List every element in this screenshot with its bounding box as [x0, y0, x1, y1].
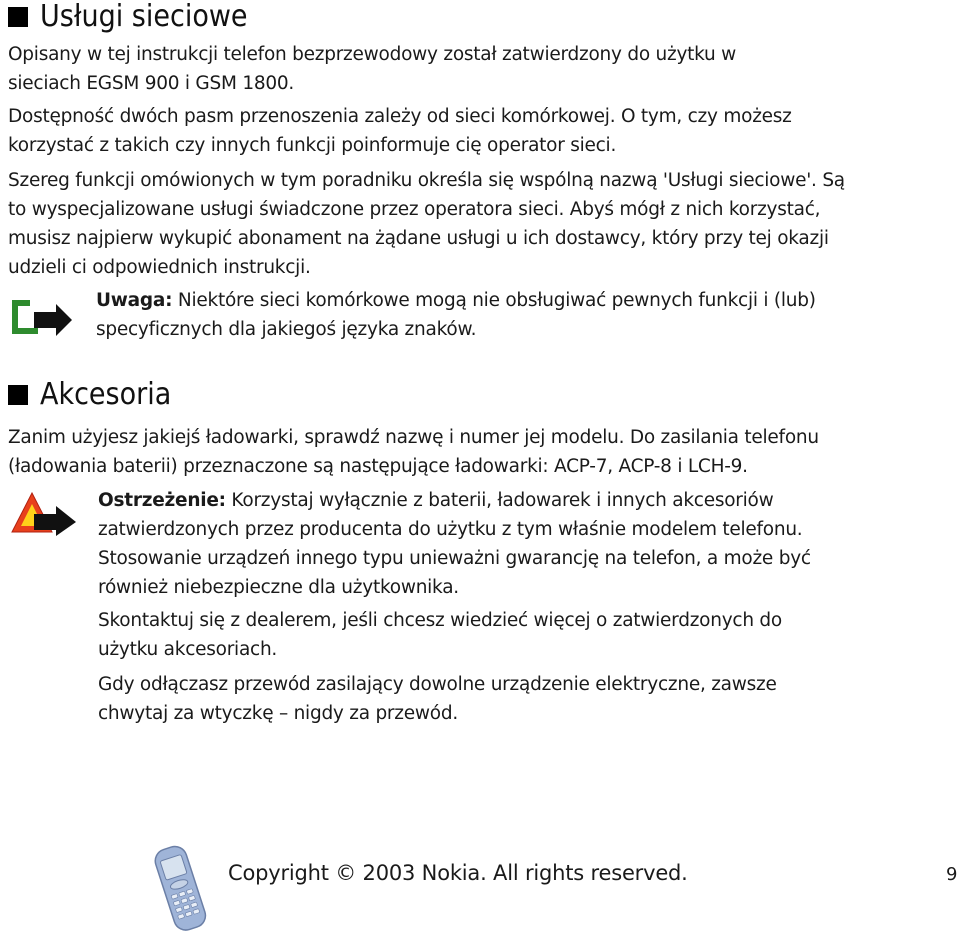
text-line: Dostępność dwóch pasm przenoszenia zależy od sieci komórkowej. O tym, czy możesz	[8, 106, 792, 127]
page-number: 9	[946, 864, 958, 885]
paragraph-intro	[8, 40, 953, 98]
text-line: Skontaktuj się z dealerem, jeśli chcesz wiedzieć więcej o zatwierdzonych do	[98, 610, 782, 631]
warning-icon	[10, 490, 78, 538]
section-heading-network-services	[8, 0, 248, 34]
section-title: Usługi sieciowe	[40, 0, 248, 34]
text-line: Gdy odłączasz przewód zasilający dowolne urządzenie elektryczne, zawsze	[98, 674, 777, 695]
note-block	[96, 286, 956, 344]
paragraph-bands	[8, 102, 953, 160]
paragraph-plug	[98, 670, 958, 728]
note-label: Uwaga:	[96, 290, 173, 311]
text-line: Zanim użyjesz jakiejś ładowarki, sprawdź nazwę i numer jej modelu. Do zasilania telefonu	[8, 427, 819, 448]
text-line: Opisany w tej instrukcji telefon bezprzewodowy został zatwierdzony do użytku w sieciach EGSM 900 i GSM 1800.	[8, 44, 737, 94]
note-text: Niektóre sieci komórkowe mogą nie obsługiwać pewnych funkcji i (lub)	[172, 290, 816, 311]
text-line: udzieli ci odpowiednich instrukcji.	[8, 257, 311, 278]
text-line: również niebezpieczne dla użytkownika.	[98, 577, 459, 598]
text-line: korzystać z takich czy innych funkcji poinformuje cię operator sieci.	[8, 135, 617, 156]
text-line: Stosowanie urządzeń innego typu unieważni gwarancję na telefon, a może być	[98, 548, 811, 569]
section-heading-accessories	[8, 378, 171, 412]
heading-bullet	[8, 385, 28, 405]
text-line: Szereg funkcji omówionych w tym poradniku określa się wspólną nazwą 'Usługi sieciowe'. Są	[8, 170, 845, 191]
text-line: chwytaj za wtyczkę – nigdy za przewód.	[98, 703, 458, 724]
note-icon	[8, 292, 74, 336]
heading-bullet	[8, 7, 28, 27]
warning-text: Korzystaj wyłącznie z baterii, ładowarek i innych akcesoriów	[225, 490, 774, 511]
copyright-notice: Copyright © 2003 Nokia. All rights reserved.	[228, 861, 688, 885]
text-line: musisz najpierw wykupić abonament na żądane usługi u ich dostawcy, który przy tej okazji	[8, 228, 829, 249]
warning-block	[98, 486, 958, 602]
text-line: użytku akcesoriach.	[98, 639, 278, 660]
phone-icon	[150, 842, 212, 932]
warning-label: Ostrzeżenie:	[98, 490, 226, 511]
text-line: (ładowania baterii) przeznaczone są następujące ładowarki: ACP-7, ACP-8 i LCH-9.	[8, 456, 748, 477]
paragraph-chargers	[8, 423, 953, 481]
paragraph-network-services	[8, 166, 953, 282]
section-title: Akcesoria	[40, 377, 172, 412]
text-line: zatwierdzonych przez producenta do użytku z tym właśnie modelem telefonu.	[98, 519, 803, 540]
text-line: specyficznych dla jakiegoś języka znaków.	[96, 319, 477, 340]
paragraph-dealer	[98, 606, 958, 664]
text-line: to wyspecjalizowane usługi świadczone przez operatora sieci. Abyś mógł z nich korzystać,	[8, 199, 821, 220]
